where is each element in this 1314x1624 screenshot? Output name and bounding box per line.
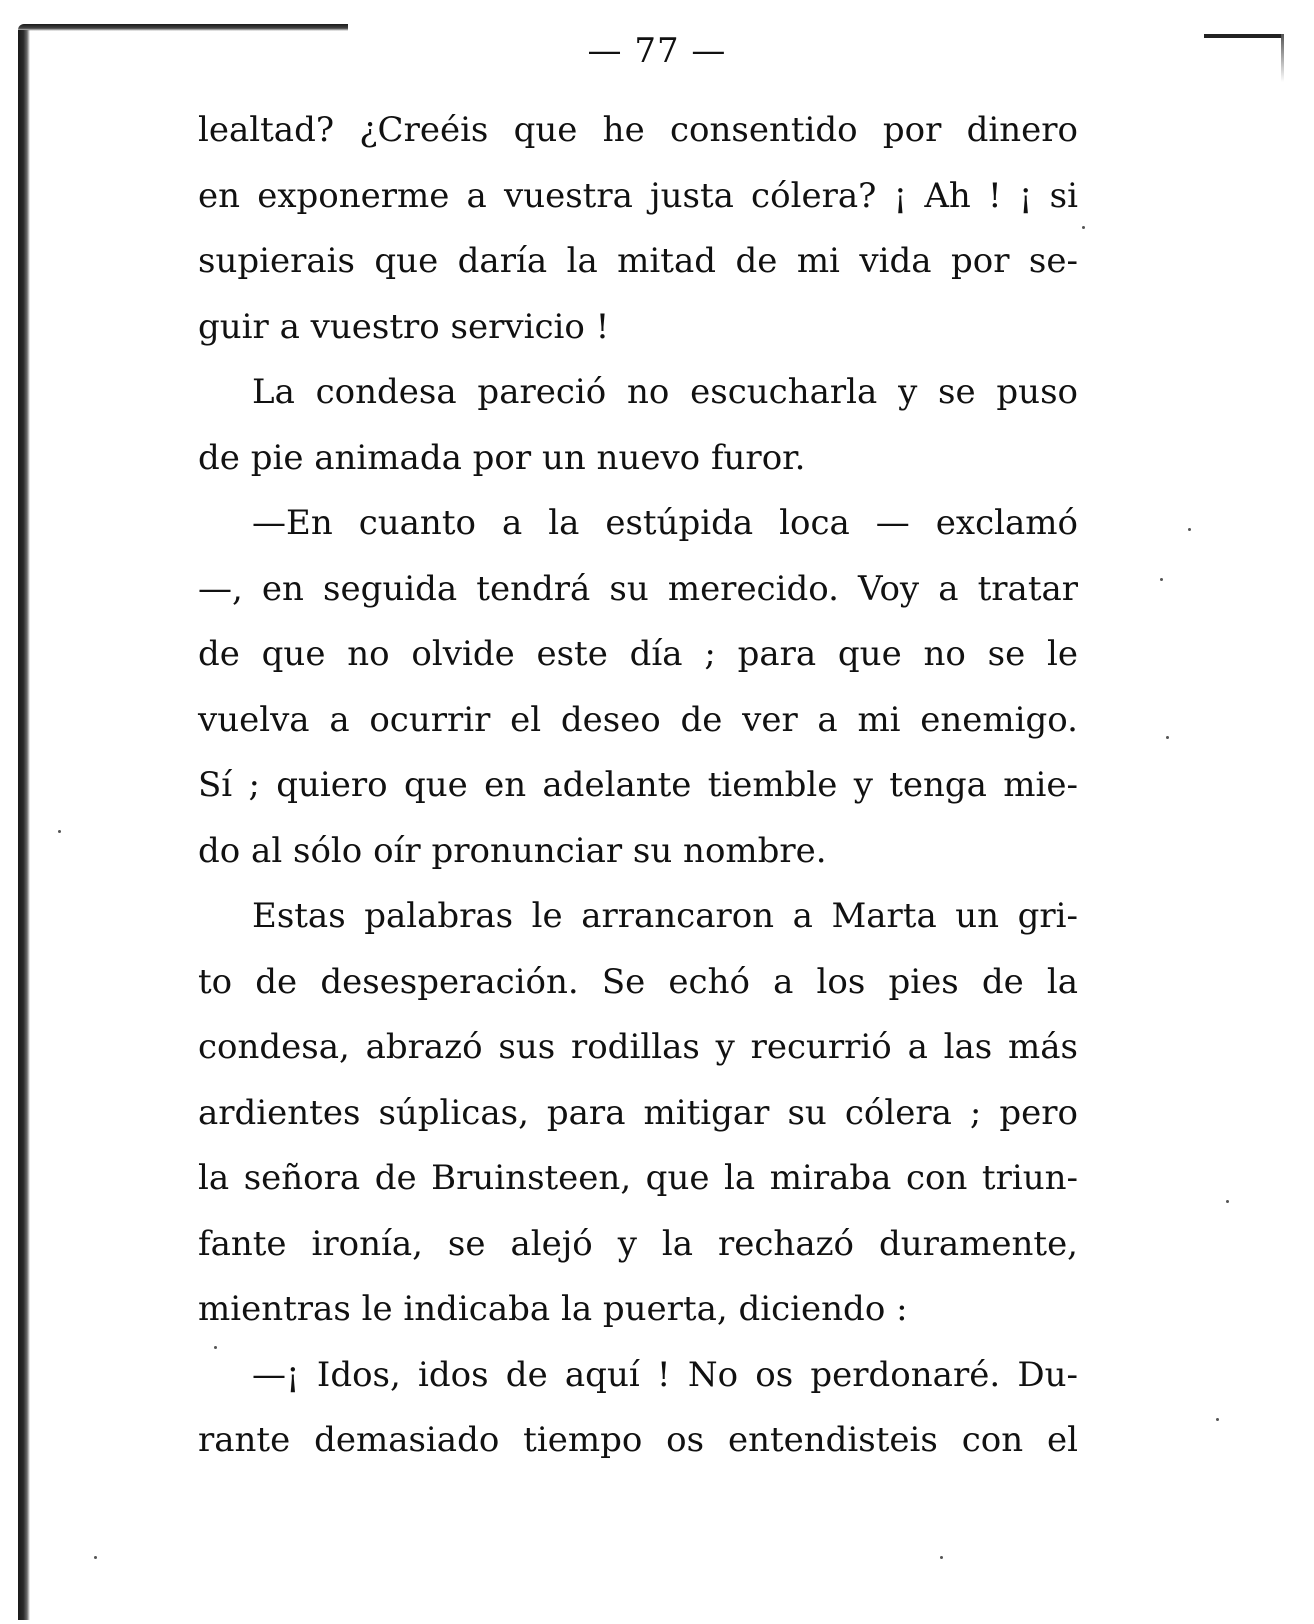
page-number: — 77 — [587,31,727,71]
text-line: Sí ; quiero que en adelante tiemble y tenga mie- [198,765,1078,805]
scan-speck [1188,528,1191,531]
text-line: La condesa pareció no escucharla y se puso [252,372,1078,412]
scan-speck [940,1556,943,1559]
text-line: de que no olvide este día ; para que no se le [198,634,1078,674]
text-line: mientras le indicaba la puerta, diciendo : [198,1289,908,1329]
text-line: la señora de Bruinsteen, que la miraba con triun- [198,1158,1078,1198]
text-line: do al sólo oír pronunciar su nombre. [198,830,827,871]
text-line: guir a vuestro servicio ! [198,306,610,347]
scan-speck [214,1346,217,1349]
paragraph-3 [198,491,1078,884]
scan-speck [1166,736,1169,739]
body-text [198,98,1078,1474]
text-line: —¡ Idos, idos de aquí ! No os perdonaré. Du- [252,1354,1078,1395]
scan-speck [1216,1418,1219,1421]
scan-speck [94,1556,97,1559]
paragraph-5 [198,1343,1078,1474]
scan-speck [58,830,61,833]
text-line: vuelva a ocurrir el deseo de ver a mi enemigo. [198,699,1078,740]
paragraph-4 [198,884,1078,1343]
text-line: ardientes súplicas, para mitigar su cólera ; pero [198,1092,1078,1133]
scan-speck [1160,578,1163,581]
text-line: —, en seguida tendrá su merecido. Voy a tratar [198,568,1078,609]
text-line: en exponerme a vuestra justa cólera? ¡ Ah ! ¡ si [198,175,1078,216]
scan-speck [1082,226,1085,229]
book-spine-edge [18,30,30,1620]
text-line: supierais que daría la mitad de mi vida por se- [198,241,1078,281]
text-line: Estas palabras le arrancaron a Marta un gri- [252,896,1078,936]
text-line: fante ironía, se alejó y la rechazó duramente, [198,1223,1078,1264]
text-line: rante demasiado tiempo os entendisteis con el [198,1420,1078,1460]
text-line: to de desesperación. Se echó a los pies de la [198,961,1078,1002]
text-line: lealtad? ¿Creéis que he consentido por dinero [198,110,1078,150]
paragraph-1 [198,98,1078,360]
paragraph-2 [198,360,1078,491]
text-line: condesa, abrazó sus rodillas y recurrió a las más [198,1027,1078,1067]
text-line: —En cuanto a la estúpida loca — exclamó [252,503,1078,543]
text-line: de pie animada por un nuevo furor. [198,437,806,478]
scan-speck [1226,1200,1229,1203]
